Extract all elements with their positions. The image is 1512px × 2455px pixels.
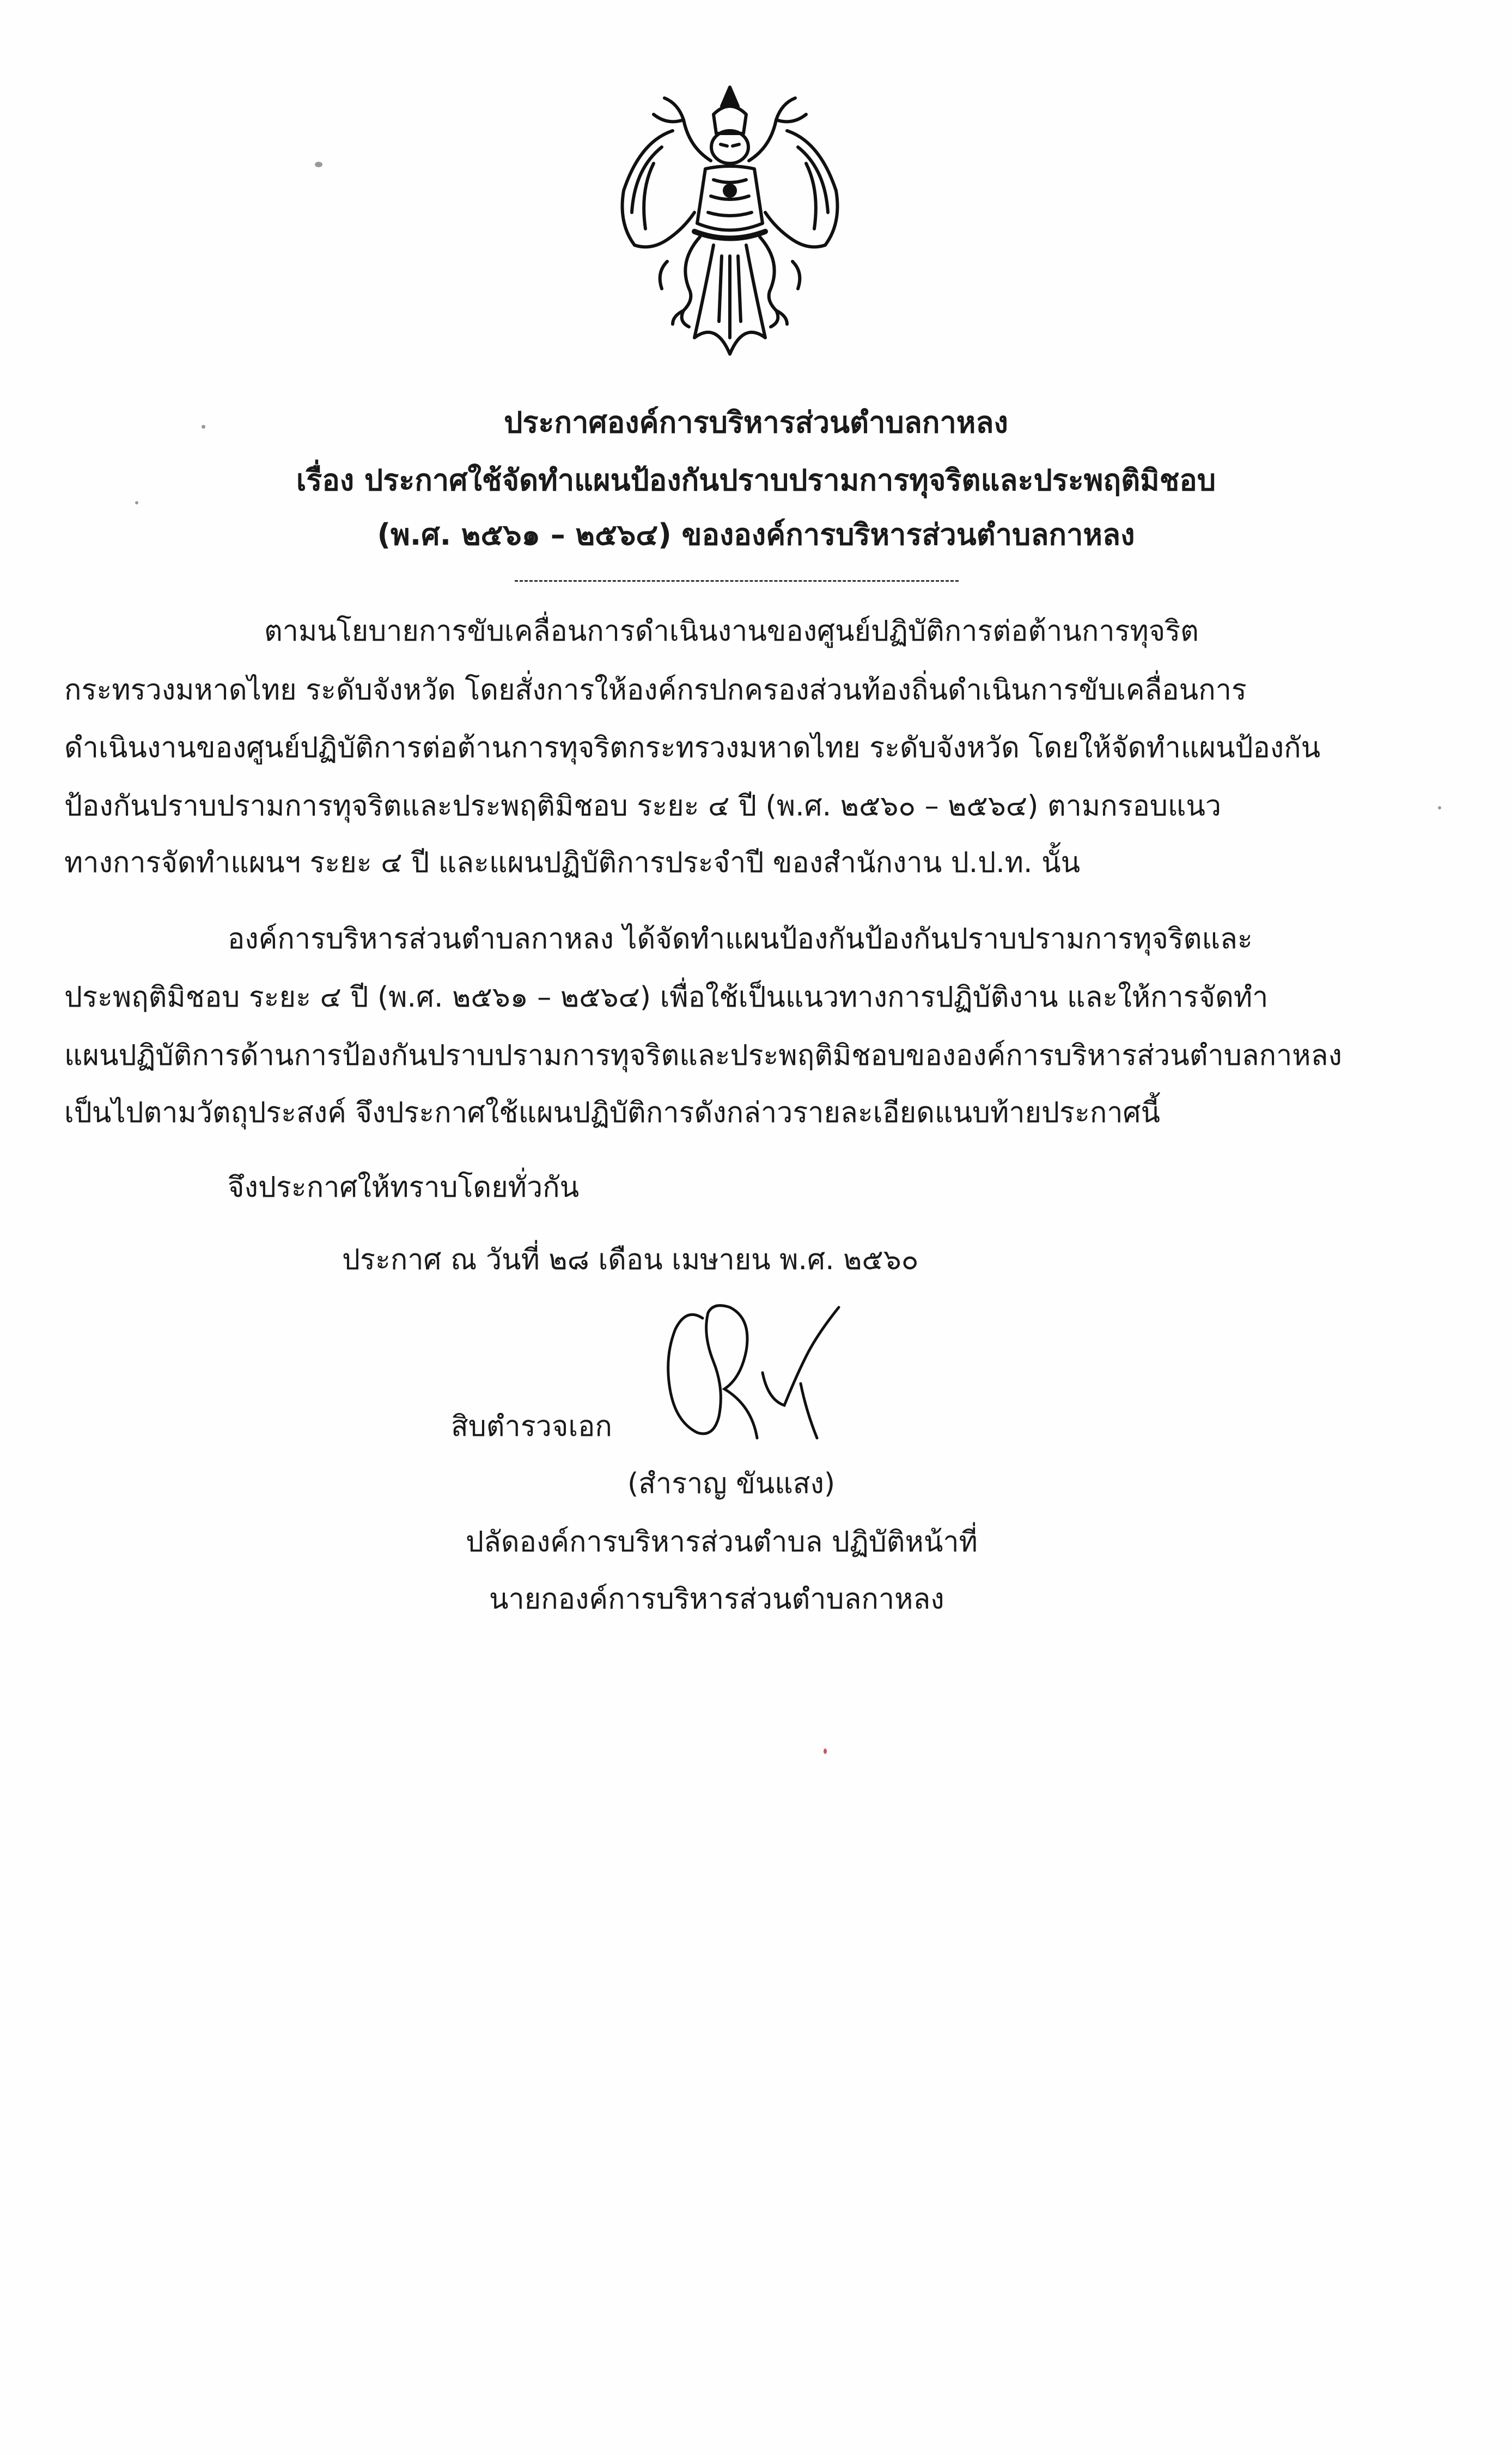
announcement-period: (พ.ศ. ๒๕๖๑ – ๒๕๖๔) ขององค์การบริหารส่วนตำบลกาหลง (377, 517, 1135, 552)
scan-speck (135, 501, 138, 504)
paragraph-1-line-5: ทางการจัดทำแผนฯ ระยะ ๔ ปี และแผนปฏิบัติการประจำปี ของสำนักงาน ป.ป.ท. นั้น (64, 846, 1081, 879)
signer-rank: สิบตำรวจเอก (451, 1410, 612, 1443)
paragraph-1-line-4: ป้องกันปราบปรามการทุจริตและประพฤติมิชอบ ระยะ ๔ ปี (พ.ศ. ๒๕๖๐ – ๒๕๖๔) ตามกรอบแนว (64, 790, 1222, 823)
paragraph-2-line-4: เป็นไปตามวัตถุประสงค์ จึงประกาศใช้แผนปฏิบัติการดังกล่าวรายละเอียดแนบท้ายประกาศนี้ (64, 1096, 1161, 1129)
scan-speck (315, 162, 322, 167)
paragraph-1-line-1: ตามนโยบายการขับเคลื่อนการดำเนินงานของศูนย์ปฏิบัติการต่อต้านการทุจริต (264, 615, 1199, 648)
scan-speck (202, 425, 205, 429)
paragraph-1-line-3: ดำเนินงานของศูนย์ปฏิบัติการต่อต้านการทุจริตกระทรวงมหาดไทย ระดับจังหวัด โดยให้จัดทำแผนป้องกัน (64, 732, 1321, 764)
paragraph-2-line-2: ประพฤติมิชอบ ระยะ ๔ ปี (พ.ศ. ๒๕๖๑ – ๒๕๖๔) เพื่อใช้เป็นแนวทางการปฏิบัติงาน และให้การจัดทำ (64, 981, 1269, 1014)
announcement-date: ประกาศ ณ วันที่ ๒๘ เดือน เมษายน พ.ศ. ๒๕๖๐ (342, 1244, 919, 1276)
separator-line (515, 580, 959, 582)
paragraph-2-line-3: แผนปฏิบัติการด้านการป้องกันปราบปรามการทุจริตและประพฤติมิชอบขององค์การบริหารส่วนตำบลกาหลง (64, 1039, 1342, 1072)
closing-statement: จึงประกาศให้ทราบโดยทั่วกัน (228, 1171, 580, 1204)
signer-title-2: นายกองค์การบริหารส่วนตำบลกาหลง (489, 1583, 944, 1616)
scan-speck (824, 1749, 827, 1754)
scan-speck (1438, 806, 1441, 809)
paragraph-2-line-1: องค์การบริหารส่วนตำบลกาหลง ได้จัดทำแผนป้องกันป้องกันปราบปรามการทุจริตและ (228, 923, 1253, 955)
signer-name: (สำราญ ขันแสง) (627, 1467, 836, 1500)
announcement-title: ประกาศองค์การบริหารส่วนตำบลกาหลง (504, 405, 1008, 440)
signer-title-1: ปลัดองค์การบริหารส่วนตำบล ปฏิบัติหน้าที่ (466, 1526, 978, 1558)
handwritten-signature-icon (643, 1296, 871, 1460)
garuda-emblem-icon (602, 82, 858, 360)
paragraph-1-line-2: กระทรวงมหาดไทย ระดับจังหวัด โดยสั่งการให้องค์กรปกครองส่วนท้องถิ่นดำเนินการขับเคลื่อนการ (64, 674, 1247, 706)
announcement-subject: เรื่อง ประกาศใช้จัดทำแผนป้องกันปราบปรามการทุจริตและประพฤติมิชอบ (296, 463, 1216, 497)
